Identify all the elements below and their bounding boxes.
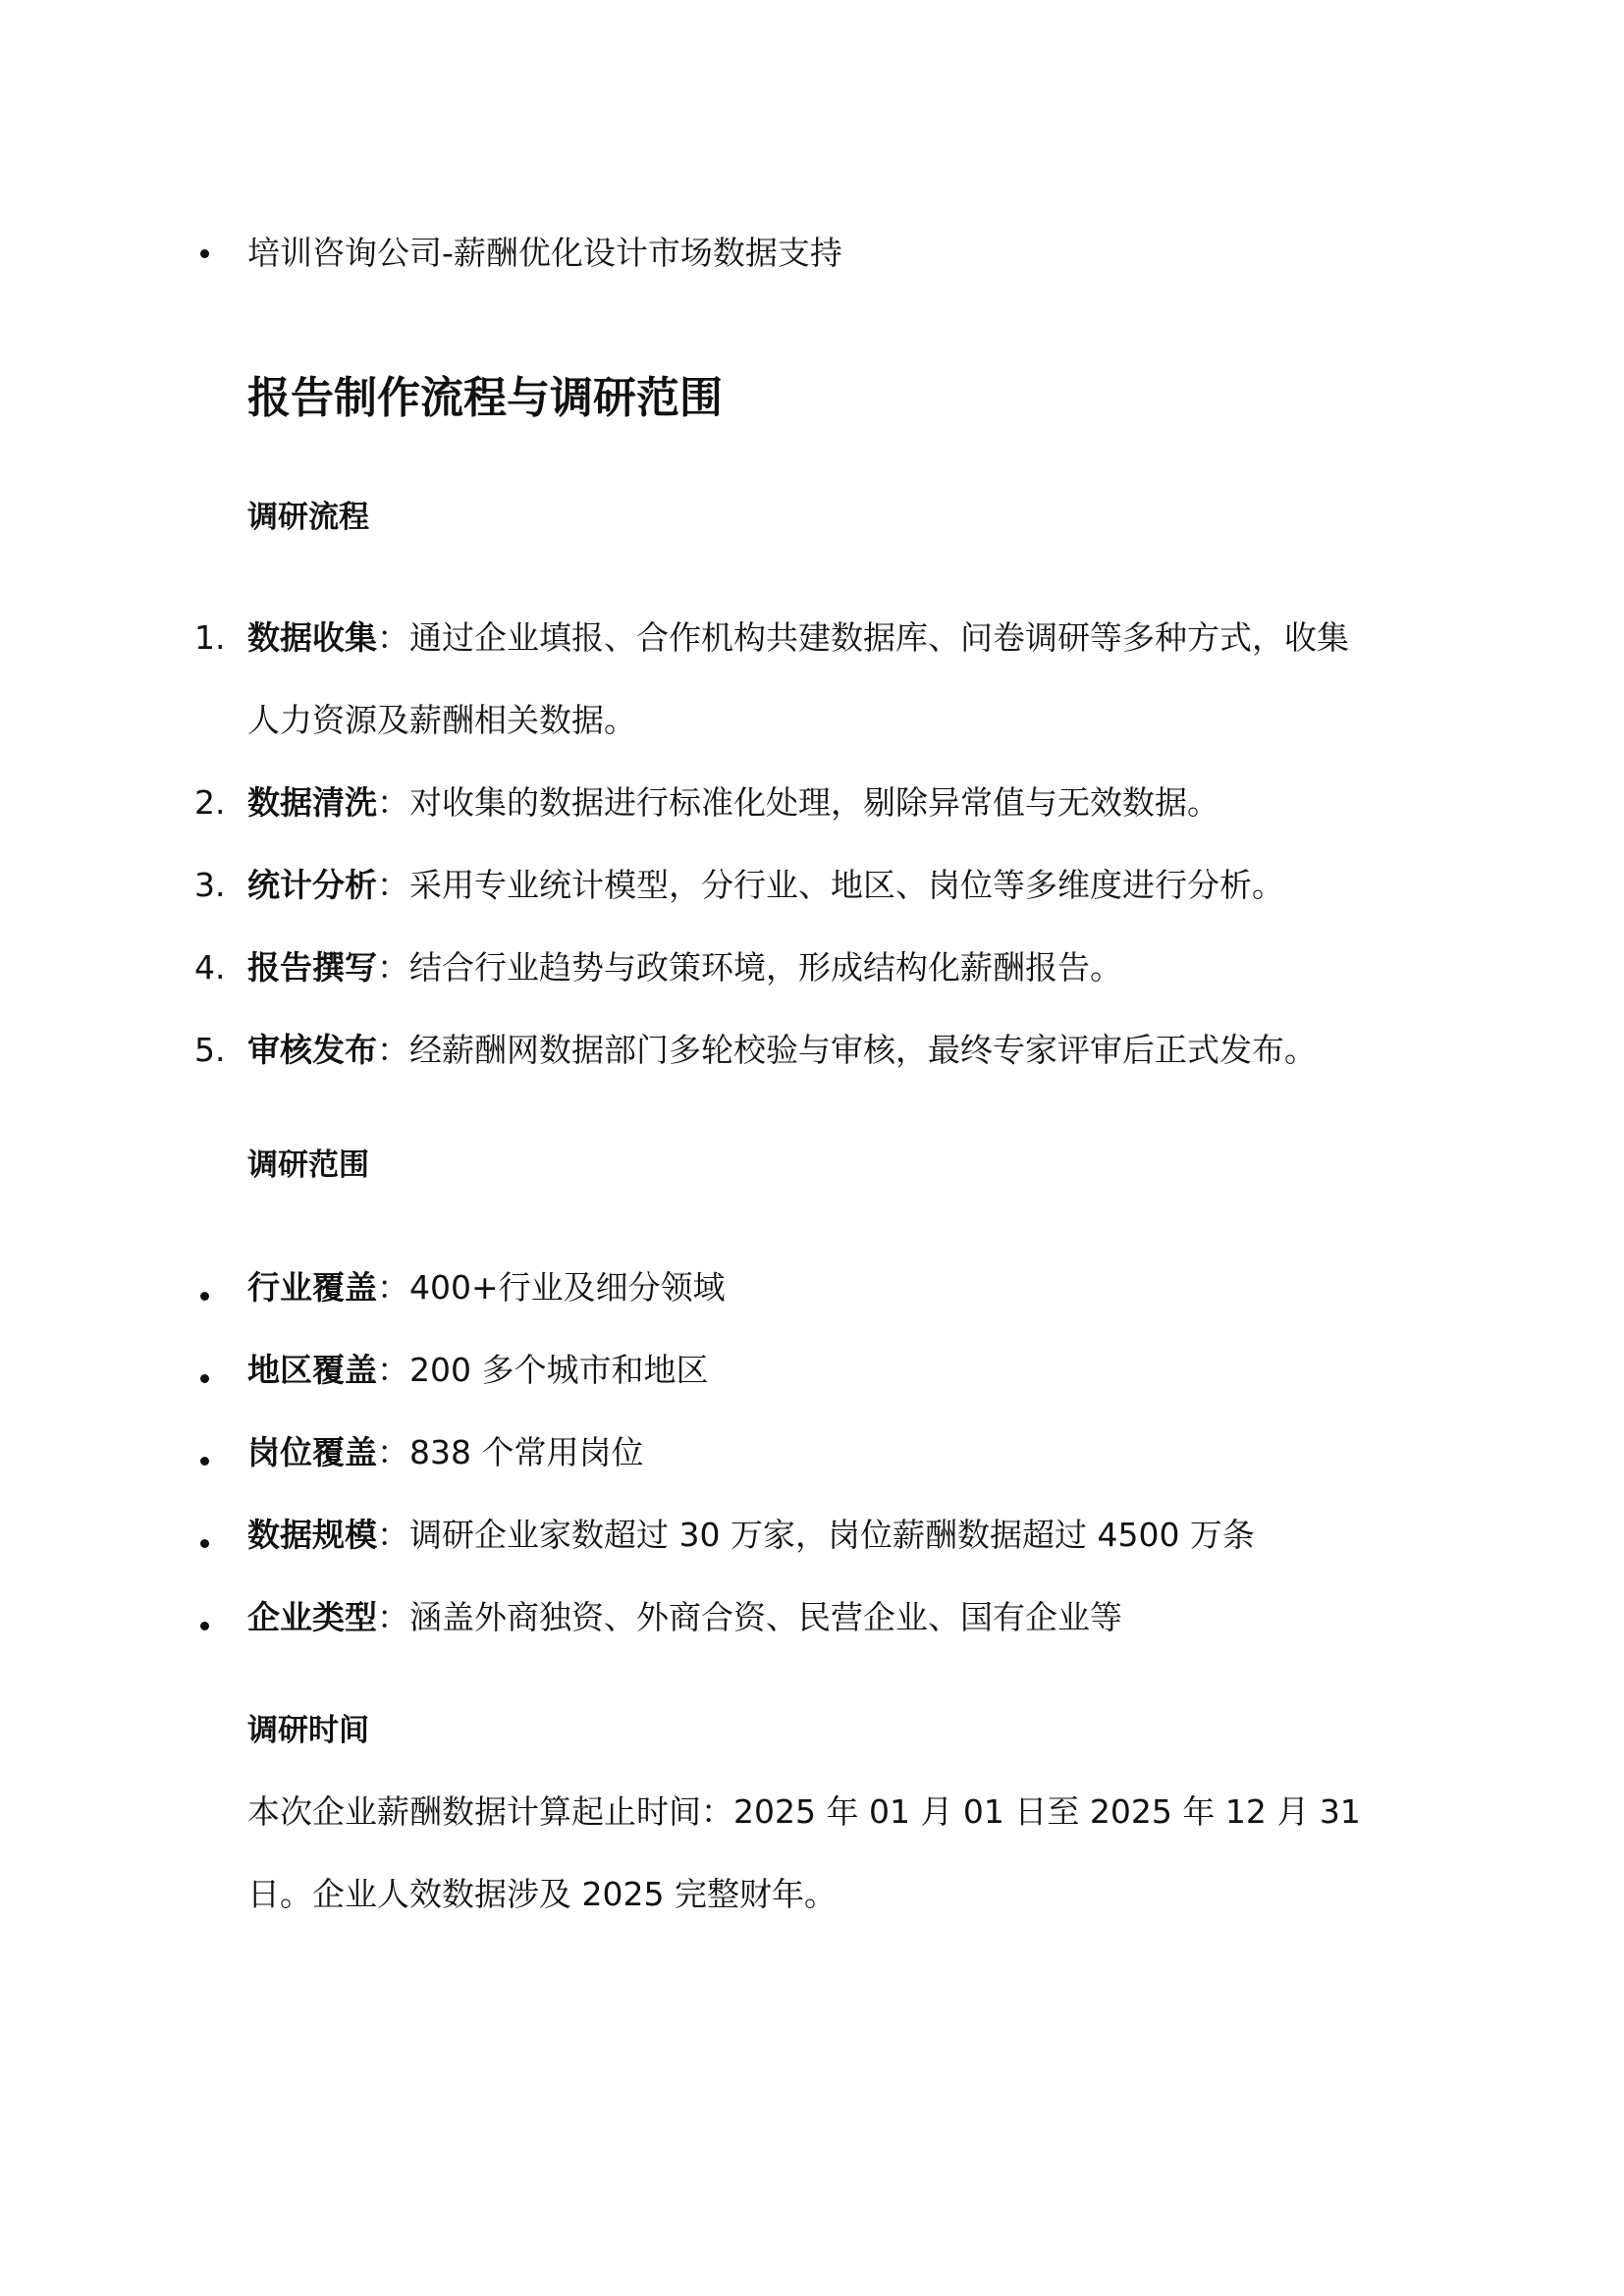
scope-term: 企业类型 <box>247 1598 377 1636</box>
scope-item-industry <box>247 1266 1386 1309</box>
time-heading: 调研时间 <box>247 1713 369 1748</box>
step-term: 报告撰写 <box>247 948 377 987</box>
scope-text: ：200 多个城市和地区 <box>377 1351 709 1389</box>
scope-text: ：涵盖外商独资、外商合资、民营企业、国有企业等 <box>377 1598 1122 1636</box>
bullet-dot <box>200 249 209 258</box>
step-text: ：通过企业填报、合作机构共建数据库、问卷调研等多种方式，收集 <box>377 618 1349 657</box>
step-text: ：结合行业趋势与政策环境，形成结构化薪酬报告。 <box>377 948 1122 987</box>
scope-term: 数据规模 <box>247 1516 377 1554</box>
bullet-dot <box>200 1292 209 1301</box>
step-term: 审核发布 <box>247 1031 377 1069</box>
time-text-line1: 本次企业薪酬数据计算起止时间：2025 年 01 月 01 日至 2025 年 12 月 31 <box>247 1792 1361 1831</box>
step-number: 3. <box>194 866 226 904</box>
step-text: ：经薪酬网数据部门多轮校验与审核，最终专家评审后正式发布。 <box>377 1031 1317 1069</box>
scope-text: ：838 个常用岗位 <box>377 1433 644 1471</box>
section-title: 报告制作流程与调研范围 <box>247 373 723 423</box>
top-bullet-text: 培训咨询公司-薪酬优化设计市场数据支持 <box>247 234 842 272</box>
step-1-continued: 人力资源及薪酬相关数据。 <box>247 701 636 739</box>
scope-item-position <box>247 1431 1386 1474</box>
step-text: ：对收集的数据进行标准化处理，剔除异常值与无效数据。 <box>377 783 1219 822</box>
scope-item-scale <box>247 1514 1386 1557</box>
scope-heading: 调研范围 <box>247 1148 369 1183</box>
step-1 <box>247 616 1386 660</box>
step-term: 数据收集 <box>247 618 377 657</box>
scope-text: ：400+行业及细分领域 <box>377 1268 726 1307</box>
scope-term: 地区覆盖 <box>247 1351 377 1389</box>
bullet-dot <box>200 1622 209 1630</box>
step-5 <box>247 1029 1386 1072</box>
bullet-dot <box>200 1457 209 1466</box>
scope-term: 行业覆盖 <box>247 1268 377 1307</box>
scope-text: ：调研企业家数超过 30 万家，岗位薪酬数据超过 4500 万条 <box>377 1516 1255 1554</box>
bullet-dot <box>200 1374 209 1383</box>
step-4 <box>247 946 1386 989</box>
step-text: ：采用专业统计模型，分行业、地区、岗位等多维度进行分析。 <box>377 866 1284 904</box>
scope-item-type <box>247 1596 1386 1639</box>
process-heading: 调研流程 <box>247 500 369 535</box>
time-text-line2: 日。企业人效数据涉及 2025 完整财年。 <box>247 1875 837 1913</box>
step-term: 统计分析 <box>247 866 377 904</box>
scope-item-region <box>247 1349 1386 1392</box>
scope-term: 岗位覆盖 <box>247 1433 377 1471</box>
step-3 <box>247 864 1386 907</box>
bullet-dot <box>200 1539 209 1548</box>
step-2 <box>247 781 1386 825</box>
step-term: 数据清洗 <box>247 783 377 822</box>
step-number: 1. <box>194 618 226 657</box>
step-number: 5. <box>194 1031 226 1069</box>
step-number: 2. <box>194 783 226 822</box>
step-number: 4. <box>194 948 226 987</box>
